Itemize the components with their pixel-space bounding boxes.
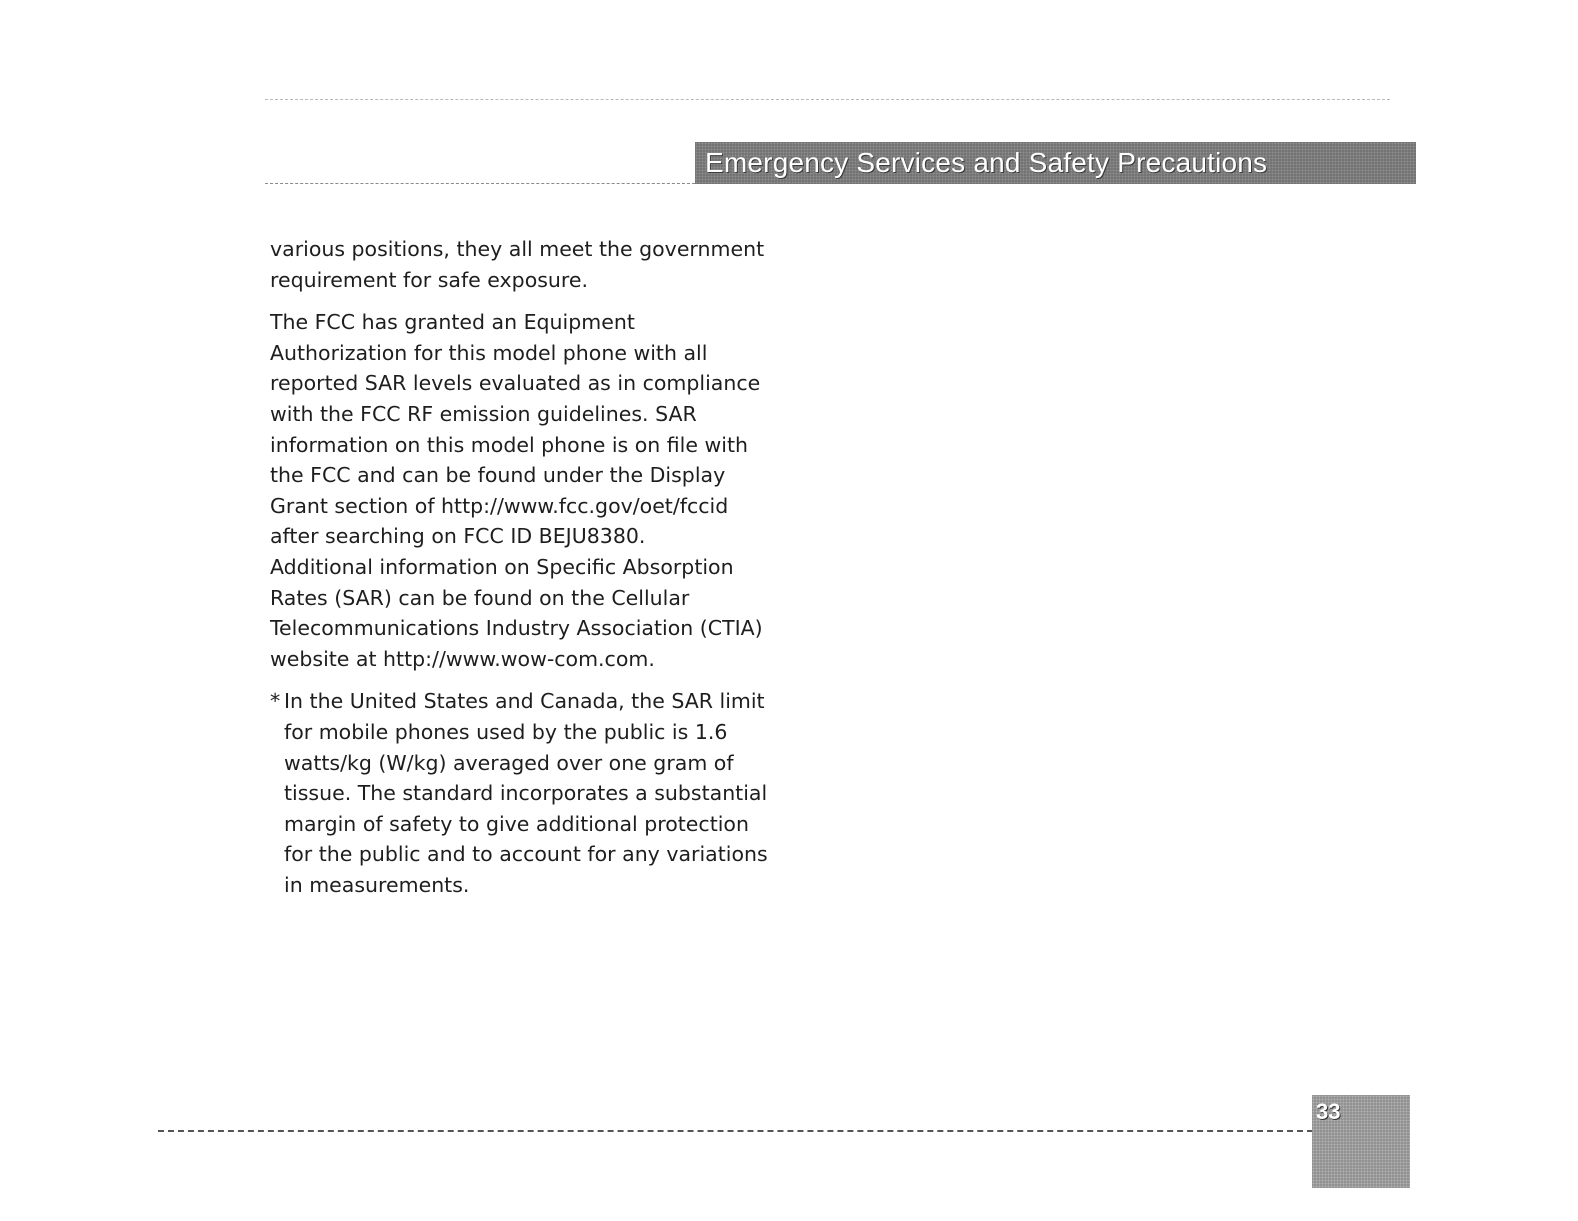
page-number: 33 [1316, 1099, 1341, 1124]
section-header-banner [695, 142, 1416, 184]
footnote-text: In the United States and Canada, the SAR limit for mobile phones used by the public is 1.6 watts/kg (W/kg) averaged over one gram of tissue. The standard incorporates a substantial margin of safety to give additional protection for the public and to account for any variations in measurements. [284, 689, 768, 897]
sar-footnote [270, 686, 770, 900]
footer-divider [158, 1130, 1313, 1132]
paragraph-exposure: various positions, they all meet the government requirement for safe exposure. [270, 237, 765, 292]
footnote-marker: * [270, 689, 281, 714]
paragraph-fcc-authorization: The FCC has granted an Equipment Authorization for this model phone with all reported SAR levels evaluated as in compliance with the FCC RF emission guidelines. SAR information on this model phone is on file with the FCC and can be found under the Display Grant section of http://www.fcc.gov/oet/fccid after searching on FCC ID BEJU8380. Additional information on Specific Absorption Rates (SAR) can be found on the Cellular Telecommunications Industry Association (CTIA) website at http://www.wow-com.com. [270, 310, 763, 671]
page-body [270, 234, 770, 900]
section-title: Emergency Services and Safety Precautions [705, 147, 1268, 178]
header-divider [265, 183, 695, 184]
page-number-block [1312, 1095, 1410, 1188]
top-divider [265, 99, 1390, 100]
